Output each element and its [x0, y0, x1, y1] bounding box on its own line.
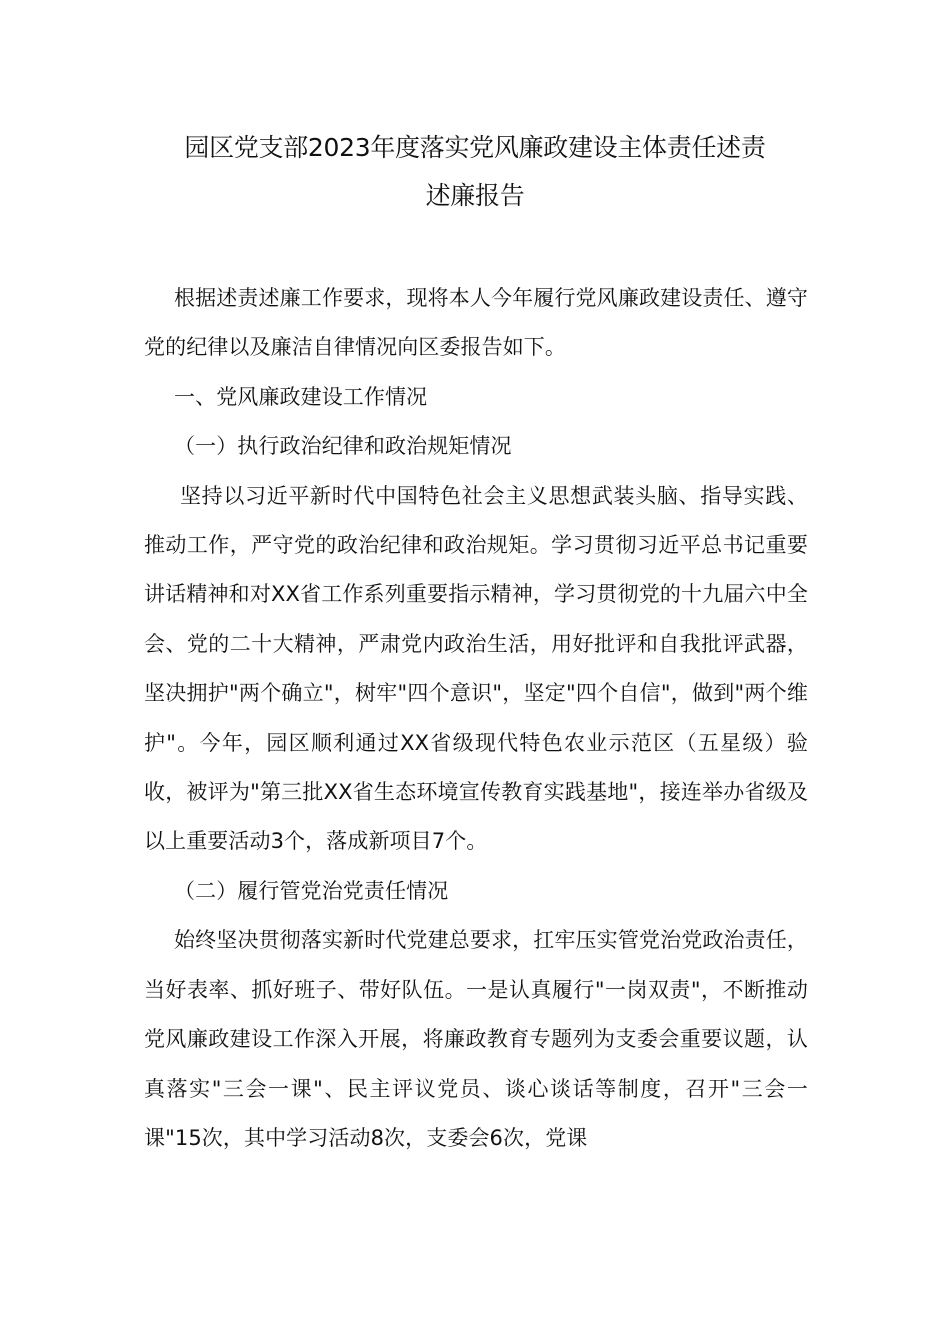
- body-paragraph-2: 始终坚决贯彻落实新时代党建总要求，扛牢压实管党治党政治责任，当好表率、抓好班子、带好队伍。一是认真履行"一岗双责"，不断推动党风廉政建设工作深入开展，将廉政教育专题列为支委会重要议题，认真落实"三会一课"、民主评议党员、谈心谈话等制度，召开"三会一课"15次，其中学习活动8次，支委会6次，党课: [144, 928, 808, 1150]
- subsection-heading-2: （二）履行管党治党责任情况: [174, 878, 449, 903]
- section-heading-1: 一、党风廉政建设工作情况: [174, 384, 428, 409]
- title-line-2: 述廉报告: [425, 181, 525, 210]
- document-title: [144, 124, 806, 220]
- subsection-heading-1: （一）执行政治纪律和政治规矩情况: [174, 434, 512, 459]
- document-body: [144, 274, 808, 1163]
- intro-paragraph: 根据述责述廉工作要求，现将本人今年履行党风廉政建设责任、遵守党的纪律以及廉洁自律情况向区委报告如下。: [144, 286, 808, 360]
- body-paragraph-1: 坚持以习近平新时代中国特色社会主义思想武装头脑、指导实践、推动工作，严守党的政治纪律和政治规矩。学习贯彻习近平总书记重要讲话精神和对XX省工作系列重要指示精神，学习贯彻党的十九届六中全会、党的二十大精神，严肃党内政治生活，用好批评和自我批评武器，坚决拥护"两个确立"，树牢"四个意识"，坚定"四个自信"，做到"两个维护"。今年，园区顺利通过XX省级现代特色农业示范区（五星级）验收，被评为"第三批XX省生态环境宣传教育实践基地"，接连举办省级及以上重要活动3个，落成新项目7个。: [144, 483, 808, 854]
- title-line-1: 园区党支部2023年度落实党风廉政建设主体责任述责: [184, 133, 766, 162]
